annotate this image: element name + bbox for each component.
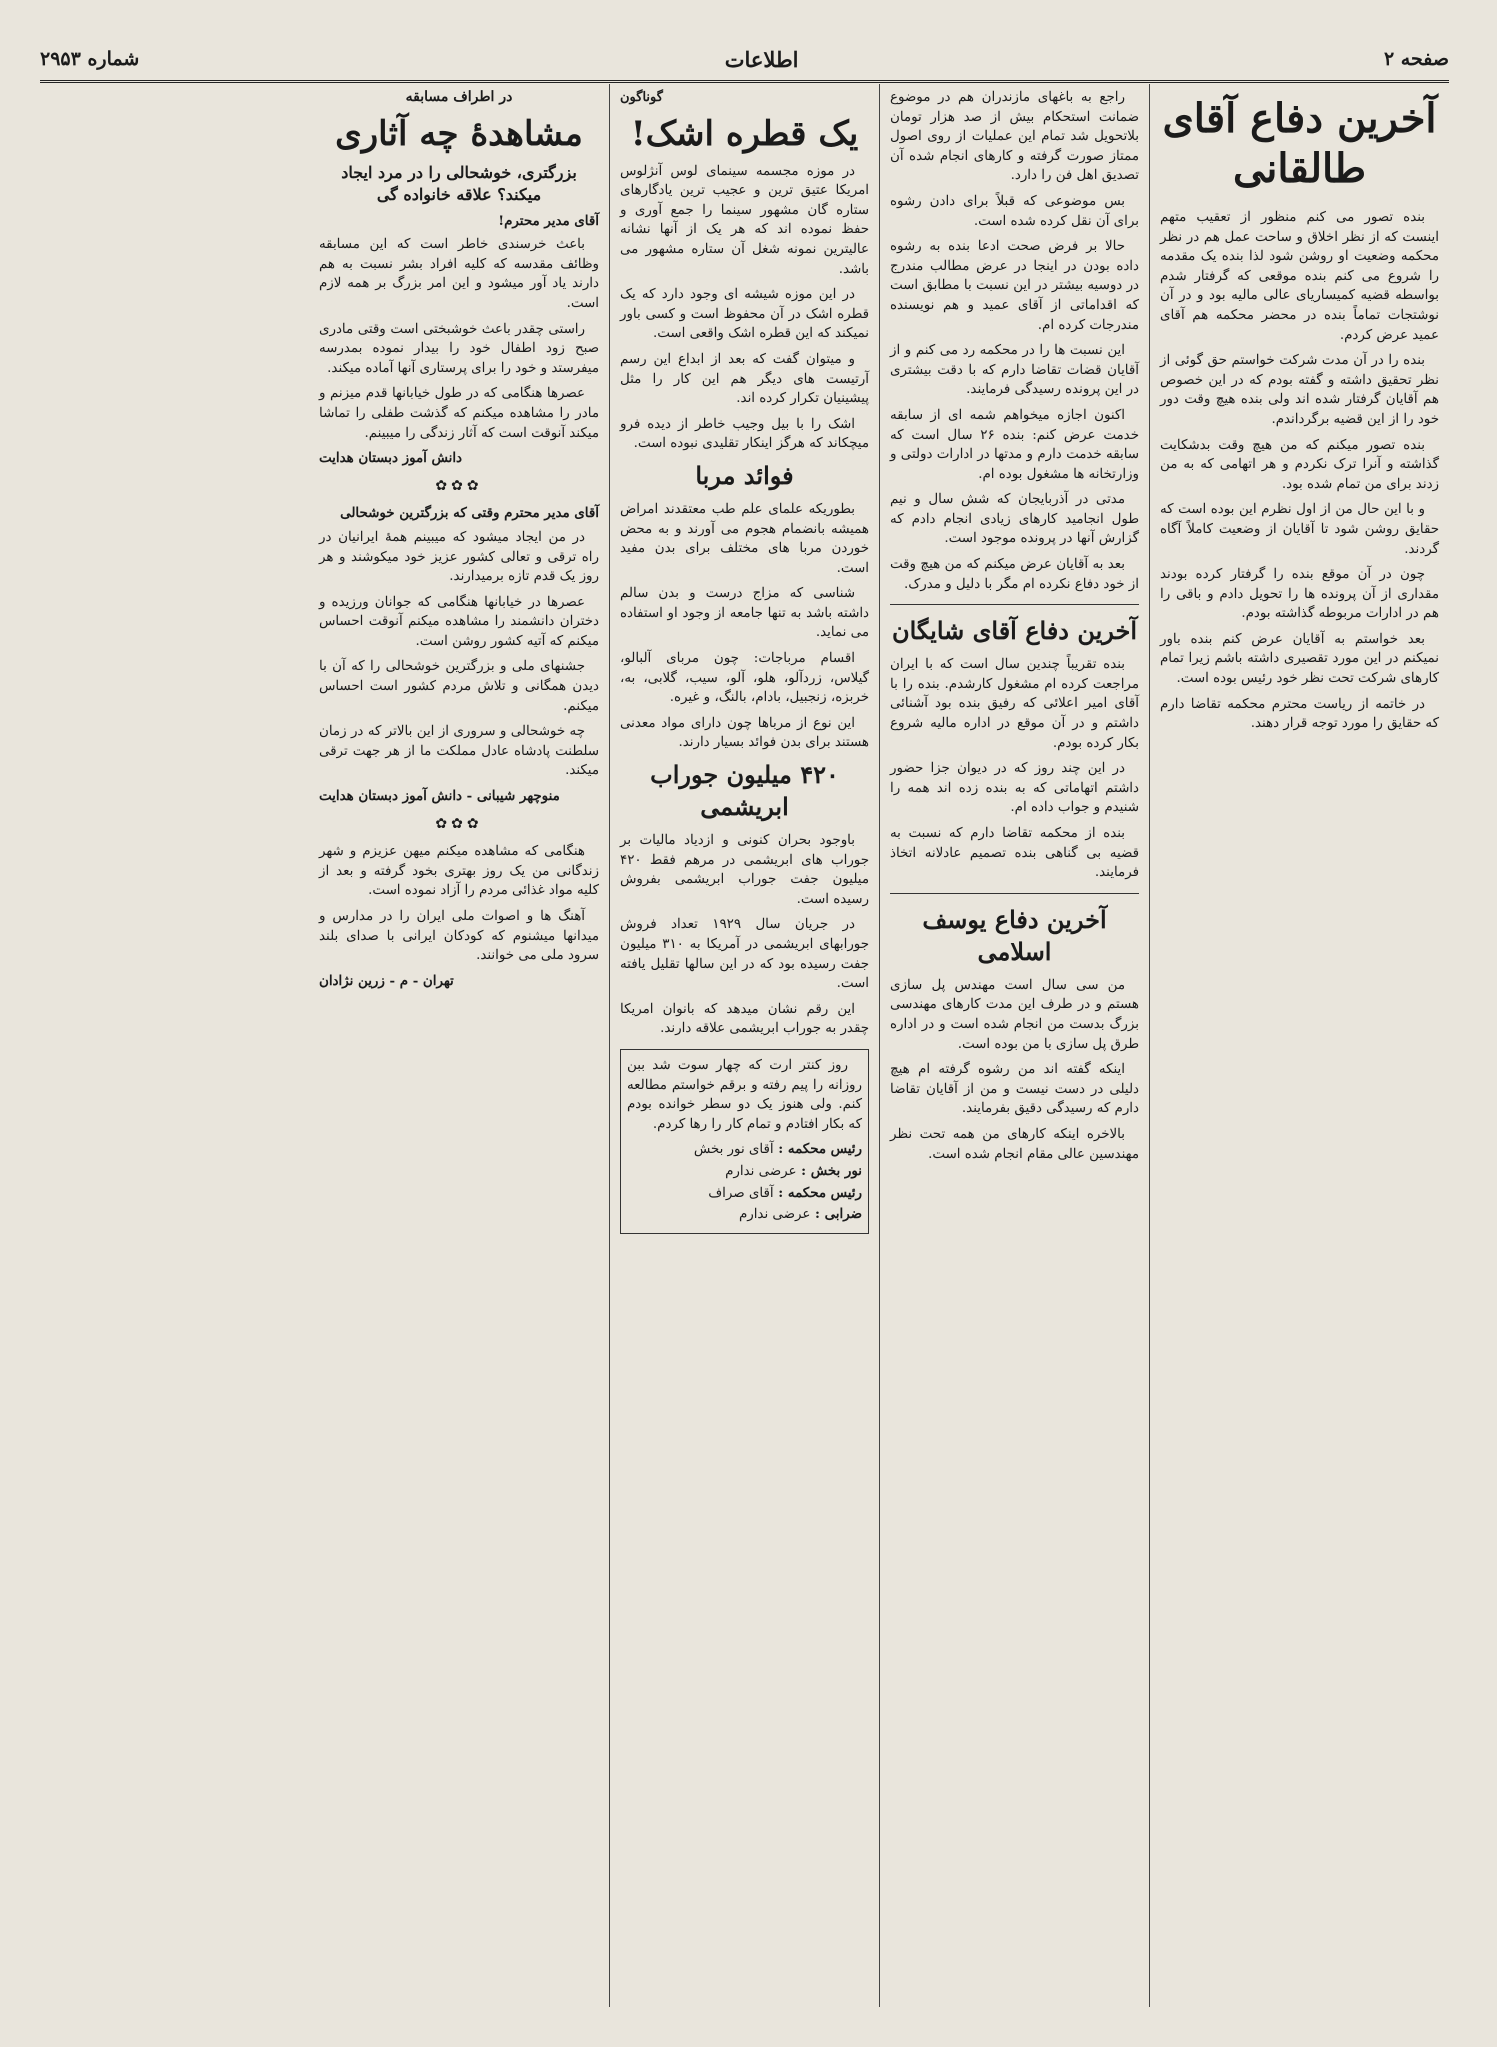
article-paragraph: و میتوان گفت که بعد از ابداع این رسم آرتیست های دیگر هم این کار را مثل پیشینیان تکرار کرده اند. xyxy=(620,351,869,407)
article-paragraph: بنده تصور می کنم منظور از تعقیب متهم اینست که از نظر اخلاق و ساحت عمل هم در نظر محکمه وضعیت او روشن شود لذا بنده یک مقدمه را شروع می کنم بنده موقعی که گرفتار شدم بواسطه قضیه کمیساریای عالی مالیه بود و در آن نوشتجات تماماً بنده در محضر محکمه هم آقای عمید عرض کردم. xyxy=(1160,210,1439,343)
headline-silk-stockings: ۴۲۰ میلیون جوراب ابریشمی xyxy=(650,760,839,822)
column-right xyxy=(1149,84,1449,2007)
ornament-divider: ✿✿✿ xyxy=(435,815,483,832)
article-paragraph: بعد به آقایان عرض میکنم که من هیچ وقت از خود دفاع نکرده ام مگر با دلیل و مدرک. xyxy=(890,557,1139,592)
article-paragraph: بنده تقریباً چندین سال است که با ایران مراجعت کرده ام مشغول کارشدم. بنده را با آقای امیر اعلائی که رفیق بنده بود آشنائی داشتم و در آن موقع در اداره مالیه شروع بکار کرده بودم. xyxy=(890,657,1139,751)
article-paragraph: بس موضوعی که قبلاً برای دادن رشوه برای آن نقل کرده شده است. xyxy=(890,193,1139,229)
article-paragraph: اکنون اجازه میخواهم شمه ای از سابقه خدمت عرض کنم: بنده ۲۶ سال است که سابقه خدمت دارم و مدتها در ادارات دولتی و وزارتخانه ها مشغول بوده ام. xyxy=(890,407,1139,482)
article-paragraph: در من ایجاد میشود که میبینم همهٔ ایرانیان در راه ترقی و تعالی کشور عزیز خود میکوشند و هر روز یک قدم تازه برمیدارند. xyxy=(319,529,599,585)
signature: تهران - م - زرین نژادان xyxy=(319,972,454,989)
court-label: رئیس محکمه xyxy=(787,1141,862,1158)
article-paragraph: مدتی در آذربایجان که شش سال و نیم طول انجامید کارهای زیادی انجام دادم که گزارش آنها در پرونده موجود است. xyxy=(890,492,1139,547)
article-paragraph: بنده را در آن مدت شرکت خواستم حق گوئی از نظر تحقیق داشته و گفته بودم که در این خصوص هم آقایان گرفتار شده اند ولی بنده هیچ وقت دور خود را از این قضیه برگرداندم. xyxy=(1160,353,1439,427)
court-value: عرضی ندارم xyxy=(738,1207,811,1223)
article-paragraph: من سی سال است مهندس پل سازی هستم و در طرف این مدت کارهای مهندسی بزرگ بدست من انجام شده است و در اداره طرق پل سازی با من بوده است. xyxy=(890,977,1139,1052)
article-paragraph: هنگامی که مشاهده میکنم میهن عزیزم و شهر زندگانی من یک روز بهتری بخود گرفته و بعد از کلیه مواد غذائی مردم را آزاد نموده است. xyxy=(319,844,599,899)
article-paragraph: بنده از محکمه تقاضا دارم که نسبت به قضیه بی گناهی بنده تصمیم عادلانه اتخاذ فرمایند. xyxy=(890,826,1139,881)
article-paragraph: در موزه مجسمه سینمای لوس آنژلوس امریکا عتیق ترین و عجیب ترین یادگارهای ستاره گان مشهور سینما را جمع آوری و حفظ نموده اند که هر یک از آنها نشانه عالیترین نمونه شغل آن ستاره مشهور می باشد. xyxy=(620,163,869,277)
column-left xyxy=(309,84,609,2007)
column-center-left xyxy=(609,84,879,2007)
article-paragraph: این نوع از مرباها چون دارای مواد معدنی هستند برای بدن فوائد بسیار دارند. xyxy=(620,715,869,751)
issue-number: شماره ۲۹۵۳ xyxy=(40,48,140,70)
court-value: آقای نور بخش xyxy=(693,1142,774,1158)
article-paragraph: بالاخره اینکه کارهای من همه تحت نظر مهندسین عالی مقام انجام شده است. xyxy=(890,1126,1139,1162)
court-label: ضرابی xyxy=(824,1206,862,1223)
headline-taleghani: آخرین دفاع آقای طالقانی xyxy=(1162,95,1437,192)
article-paragraph: اشک را با بیل وجیب خاطر از دیده فرو میچکاند که هرگز اینکار تقلیدی نبوده است. xyxy=(620,416,869,452)
article-paragraph: باوجود بحران کنونی و ازدیاد مالیات بر جوراب های ابریشمی در مرهم فقط ۴۲۰ میلیون جفت جوراب ابریشمی بفروش رسیده است. xyxy=(620,833,869,907)
court-line: رئیس محکمه : آقای نور بخش xyxy=(693,1141,862,1158)
article-paragraph: باعث خرسندی خاطر است که این مسابقه وظائف مقدسه که کلیه افراد بشر نسبت به هم دارند یاد آور میشود و این امر بزرگ بر همه لازم است. xyxy=(319,237,599,311)
article-paragraph: راجع به باغهای مازندران هم در موضوع ضمانت استحکام بیش از صد هزار تومان بلاتحویل شد تمام این عملیات از روی اصول ممتاز صورت گرفته و کارهای انجام شده آن تصدیق اهل فن را دارد. xyxy=(890,90,1139,184)
boxed-notice-text: روز کنتر ارت که چهار سوت شد ببن روزانه را پیم رفته و برقم خواستم مطالعه کنم. ولی هنوز یک دو سطر خوانده بودم که بکار افتادم و تمام کار را رها کردم. xyxy=(627,1057,862,1132)
headline-contest: مشاهدهٔ چه آثاری xyxy=(335,113,583,154)
divider xyxy=(890,604,1139,605)
article-paragraph: در خاتمه از ریاست محترم محکمه تقاضا دارم که حقایق را مورد توجه قرار دهند. xyxy=(1160,696,1439,732)
article-paragraph: بطوریکه علمای علم طب معتقدند امراض همیشه بانضمام هجوم می آورند و به محض خوردن مربا های مختلف برای بدن مفید است. xyxy=(620,501,869,576)
article-paragraph: عصرها هنگامی که در طول خیابانها قدم میزنم و مادر را مشاهده میکنم که گذشت طفلی را تماشا میکند آنوقت است که آثار زندگی را میبینم. xyxy=(319,386,599,441)
article-paragraph: اقسام مرباجات: چون مربای آلبالو، گیلاس، زردآلو، هلو، آلو، سیب، گلابی، به، خربزه، زنجبیل، بادام، بالنگ، و غیره. xyxy=(620,651,869,706)
court-value: آقای صراف xyxy=(708,1185,774,1201)
court-line: نور بخش : عرضی ندارم xyxy=(725,1162,862,1179)
article-paragraph: بنده تصور میکنم که من هیچ وقت بدشکایت گذاشته و آنرا ترک نکردم و هر اتهامی که به من زدند برای من تمام شده بود. xyxy=(1160,437,1439,492)
paper-name: اطلاعات xyxy=(724,46,799,72)
article-paragraph: آهنگ ها و اصوات ملی ایران را در مدارس و میدانها میشنوم که کودکان ایرانی با صدای بلند سرود ملی می خوانند. xyxy=(319,909,599,964)
article-paragraph: چه خوشحالی و سروری از این بالاتر که در زمان سلطنت پادشاه عادل مملکت ما از هر جهت ترقی میکند. xyxy=(319,724,599,779)
headline-teardrop: یک قطره اشک! xyxy=(630,113,859,154)
signature: منوچهر شیبانی - دانش آموز دبستان هدایت xyxy=(319,788,560,805)
salutation: آقای مدیر محترم! xyxy=(498,212,599,229)
salutation: آقای مدیر محترم وقتی که بزرگترین خوشحالی xyxy=(340,505,599,522)
article-paragraph: چون در آن موقع بنده را گرفتار کرده بودند مقداری از آن پرونده ها را تحویل دادم و باقی را هم در ادارات مربوطه گذاشته بودم. xyxy=(1160,567,1439,622)
court-line: ضرابی : عرضی ندارم xyxy=(738,1206,862,1223)
court-label: رئیس محکمه xyxy=(787,1184,862,1201)
article-paragraph: این نسبت ها را در محکمه رد می کنم و از آقایان قضات تقاضا دارم که با دقت بیشتری در این پرونده رسیدگی فرمایند. xyxy=(890,343,1139,398)
section-kicker: در اطراف مسابقه xyxy=(405,89,513,105)
article-paragraph: شناسی که مزاج درست و بدن سالم داشته باشد به تنها جامعه از وجود او استفاده می نماید. xyxy=(620,586,869,641)
page-label: صفحه ۲ xyxy=(1383,48,1449,70)
article-paragraph: حالا بر فرض صحت ادعا بنده به رشوه داده بودن در اینجا در عرض مطالب مندرج در دوسیه بیشتر در این نسبت با مطابق است که اقداماتی از آقای عمید و هم نویسنده مندرجات کرده ام. xyxy=(890,239,1139,333)
article-paragraph: اینکه گفته اند من رشوه گرفته ام هیچ دلیلی در دست نیست و من از آقایان تقاضا دارم که رسیدگی دقیق بفرمایند. xyxy=(890,1062,1139,1117)
section-kicker: گوناگون xyxy=(620,90,663,105)
divider xyxy=(890,893,1139,894)
article-paragraph: در این چند روز که در دیوان جزا حضور داشتم اتهاماتی که به بنده زده اند همه را شنیدم و جواب داده ام. xyxy=(890,761,1139,816)
signature: دانش آموز دبستان هدایت xyxy=(319,450,463,467)
masthead xyxy=(40,38,1449,83)
court-value: عرضی ندارم xyxy=(725,1163,797,1179)
headline-shayegan: آخرین دفاع آقای شایگان xyxy=(891,616,1138,646)
court-line: رئیس محکمه : آقای صراف xyxy=(708,1184,862,1201)
headline-eslami: آخرین دفاع یوسف اسلامی xyxy=(922,904,1107,966)
headline-jam-benefits: فوائد مربا xyxy=(695,460,794,490)
contest-subhead: بزرگتری، خوشحالی را در مرد ایجاد میکند؟ علاقه خانواده گی xyxy=(341,162,577,204)
article-paragraph: و با این حال من از اول نظرم این بوده است که حقایق روشن شود تا آقایان از وضعیت کاملاً آگاه گردند. xyxy=(1160,502,1439,557)
article-paragraph: عصرها در خیابانها هنگامی که جوانان ورزیده و دختران دانشمند را مشاهده میکنم آنوقت احساس میکنم که آتیه کشور روشن است. xyxy=(319,594,599,649)
article-paragraph: این رقم نشان میدهد که بانوان امریکا چقدر به جوراب ابریشمی علاقه دارند. xyxy=(620,1001,869,1037)
court-label: نور بخش xyxy=(810,1162,862,1179)
column-center-right xyxy=(879,84,1149,2007)
columns xyxy=(40,84,1449,2007)
article-paragraph: راستی چقدر باعث خوشبختی است وقتی مادری صبح زود اطفال خود را بیدار نموده بمدرسه میفرستد و خود را برای پرستاری آنها آماده میکند. xyxy=(319,321,599,376)
article-paragraph: جشنهای ملی و بزرگترین خوشحالی را که آن با دیدن همگانی و تلاش مردم کشور است احساس میکنم. xyxy=(319,659,599,714)
article-paragraph: بعد خواستم به آقایان عرض کنم بنده باور نمیکنم در این مورد تقصیری داشته باشم زیرا تمام کارهای شرکت تحت نظر خود رئیس بوده است. xyxy=(1160,631,1439,687)
article-paragraph: در این موزه شیشه ای وجود دارد که یک قطره اشک در آن محفوظ است و کسی باور نمیکند که این قطره اشک واقعی است. xyxy=(620,287,869,342)
article-paragraph: در جریان سال ۱۹۲۹ تعداد فروش جورابهای ابریشمی در آمریکا به ۳۱۰ میلیون جفت رسیده بود که در این سالها تقلیل یافته است. xyxy=(620,917,869,992)
ornament-divider: ✿✿✿ xyxy=(435,477,483,494)
boxed-notice xyxy=(620,1049,869,1234)
